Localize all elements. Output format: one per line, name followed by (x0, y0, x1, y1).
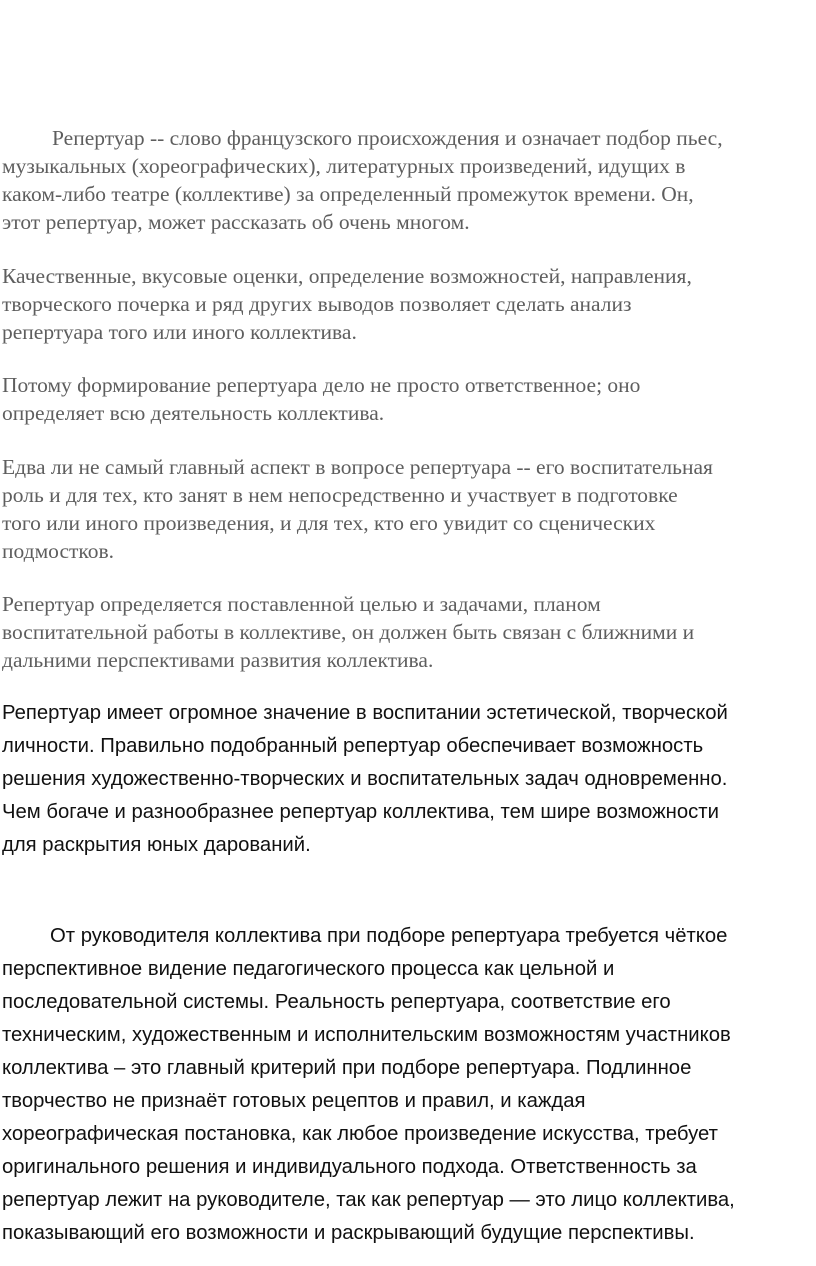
text-line: показывающий его возможности и раскрывающий будущие перспективы. (2, 1222, 695, 1244)
text-line: личности. Правильно подобранный репертуар обеспечивает возможность (2, 735, 704, 757)
paragraph-aesthetic-importance (0, 697, 728, 862)
text-line: этот репертуар, может рассказать об очень многом. (2, 210, 470, 234)
paragraph-leader-requirements (0, 920, 735, 1250)
text-line: репертуар лежит на руководителе, так как репертуар — это лицо коллектива, (2, 1189, 735, 1211)
text-line: последовательной системы. Реальность репертуара, соответствие его (2, 991, 671, 1013)
text-line: Потому формирование репертуара дело не просто ответственное; оно (2, 373, 641, 397)
text-line: решения художественно-творческих и воспитательных задач одновременно. (2, 768, 728, 790)
text-line: дальними перспективами развития коллектива. (2, 648, 434, 672)
text-line: Репертуар имеет огромное значение в воспитании эстетической, творческой (2, 702, 728, 724)
text-line: Репертуар определяется поставленной целью и задачами, планом (2, 592, 601, 616)
text-line: коллектива – это главный критерий при подборе репертуара. Подлинное (2, 1057, 692, 1079)
text-line: Репертуар -- слово французского происхождения и означает подбор пьес, (52, 126, 723, 150)
paragraph-repertoire-definition (0, 124, 723, 236)
paragraph-educational-role (0, 453, 713, 565)
text-line: каком-либо театре (коллективе) за определенный промежуток времени. Он, (2, 182, 694, 206)
paragraph-responsibility (0, 371, 640, 427)
text-line: оригинального решения и индивидуального подхода. Ответственность за (2, 1156, 697, 1178)
text-line: Качественные, вкусовые оценки, определение возможностей, направления, (2, 264, 692, 288)
paragraph-goals-and-tasks (0, 590, 694, 674)
text-line: Чем богаче и разнообразнее репертуар коллектива, тем шире возможности (2, 801, 719, 823)
text-line: того или иного произведения, и для тех, кто его увидит со сценических (2, 511, 656, 535)
text-line: хореографическая постановка, как любое произведение искусства, требует (2, 1123, 718, 1145)
paragraph-quality-assessment (0, 262, 692, 346)
text-line: От руководителя коллектива при подборе репертуара требуется чёткое (50, 925, 728, 947)
text-line: техническим, художественным и исполнительским возможностям участников (2, 1024, 731, 1046)
text-line: Едва ли не самый главный аспект в вопросе репертуара -- его воспитательная (2, 455, 713, 479)
text-line: репертуара того или иного коллектива. (2, 320, 357, 344)
text-line: творческого почерка и ряд других выводов позволяет сделать анализ (2, 292, 632, 316)
text-line: подмостков. (2, 539, 115, 563)
text-line: для раскрытия юных дарований. (2, 834, 311, 856)
text-line: музыкальных (хореографических), литературных произведений, идущих в (2, 154, 686, 178)
text-line: перспективное видение педагогического процесса как цельной и (2, 958, 615, 980)
text-line: определяет всю деятельность коллектива. (2, 401, 385, 425)
text-line: творчество не признаёт готовых рецептов и правил, и каждая (2, 1090, 586, 1112)
text-line: роль и для тех, кто занят в нем непосредственно и участвует в подготовке (2, 483, 678, 507)
text-line: воспитательной работы в коллективе, он должен быть связан с ближними и (2, 620, 695, 644)
